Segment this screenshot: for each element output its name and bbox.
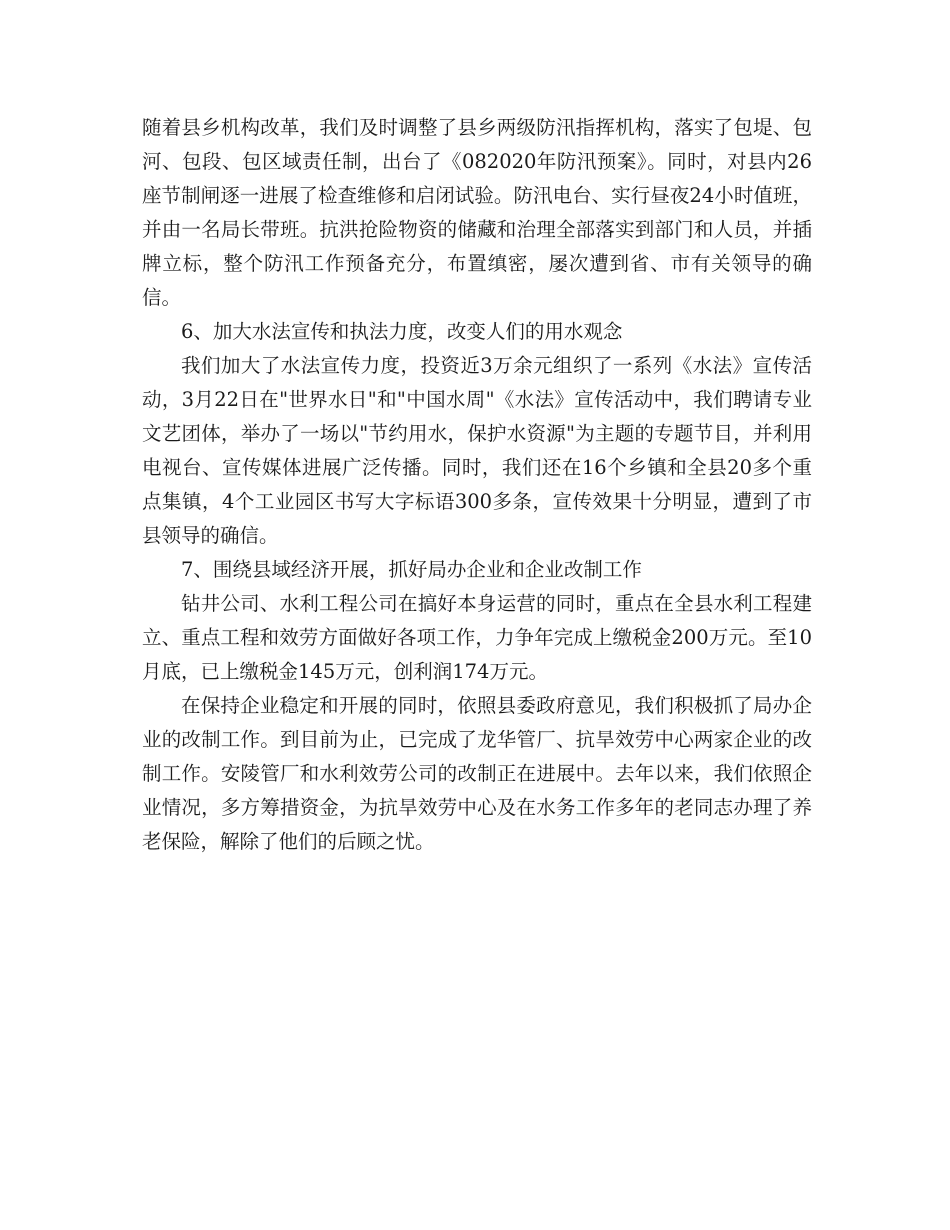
paragraph-continuation: 随着县乡机构改革，我们及时调整了县乡两级防汛指挥机构，落实了包堤、包河、包段、包区域责任制，出台了《082020年防汛预案》。同时，对县内26座节制闸逐一进展了检查维修和启闭试验。防汛电台、实行昼夜24小时值班，并由一名局长带班。抗洪抢险物资的储藏和治理全部落实到部门和人员，并插牌立标，整个防汛工作预备充分，布置缜密，屡次遭到省、市有关领导的确信。 <box>142 116 812 309</box>
section-heading-7: 7、围绕县域经济开展，抓好局办企业和企业改制工作 <box>181 558 642 581</box>
paragraph-enterprise-tax: 钻井公司、水利工程公司在搞好本身运营的同时，重点在全县水利工程建立、重点工程和效劳方面做好各项工作，力争年完成上缴税金200万元。至10月底，已上缴税金145万元，创利润174万元。 <box>142 592 812 683</box>
document-body <box>142 111 812 859</box>
paragraph-water-law-publicity: 我们加大了水法宣传力度，投资近3万余元组织了一系列《水法》宣传活动，3月22日在"世界水日"和"中国水周"《水法》宣传活动中，我们聘请专业文艺团体，举办了一场以"节约用水，保护水资源"为主题的专题节目，并利用电视台、宣传媒体进展广泛传播。同时，我们还在16个乡镇和全县20多个重点集镇，4个工业园区书写大字标语300多条，宣传效果十分明显，遭到了市县领导的确信。 <box>142 354 812 547</box>
paragraph-enterprise-reform: 在保持企业稳定和开展的同时，依照县委政府意见，我们积极抓了局办企业的改制工作。到目前为止，已完成了龙华管厂、抗旱效劳中心两家企业的改制工作。安陵管厂和水利效劳公司的改制正在进展中。去年以来，我们依照企业情况，多方筹措资金，为抗旱效劳中心及在水务工作多年的老同志办理了养老保险，解除了他们的后顾之忧。 <box>142 694 812 853</box>
section-heading-6: 6、加大水法宣传和执法力度，改变人们的用水观念 <box>181 320 623 343</box>
